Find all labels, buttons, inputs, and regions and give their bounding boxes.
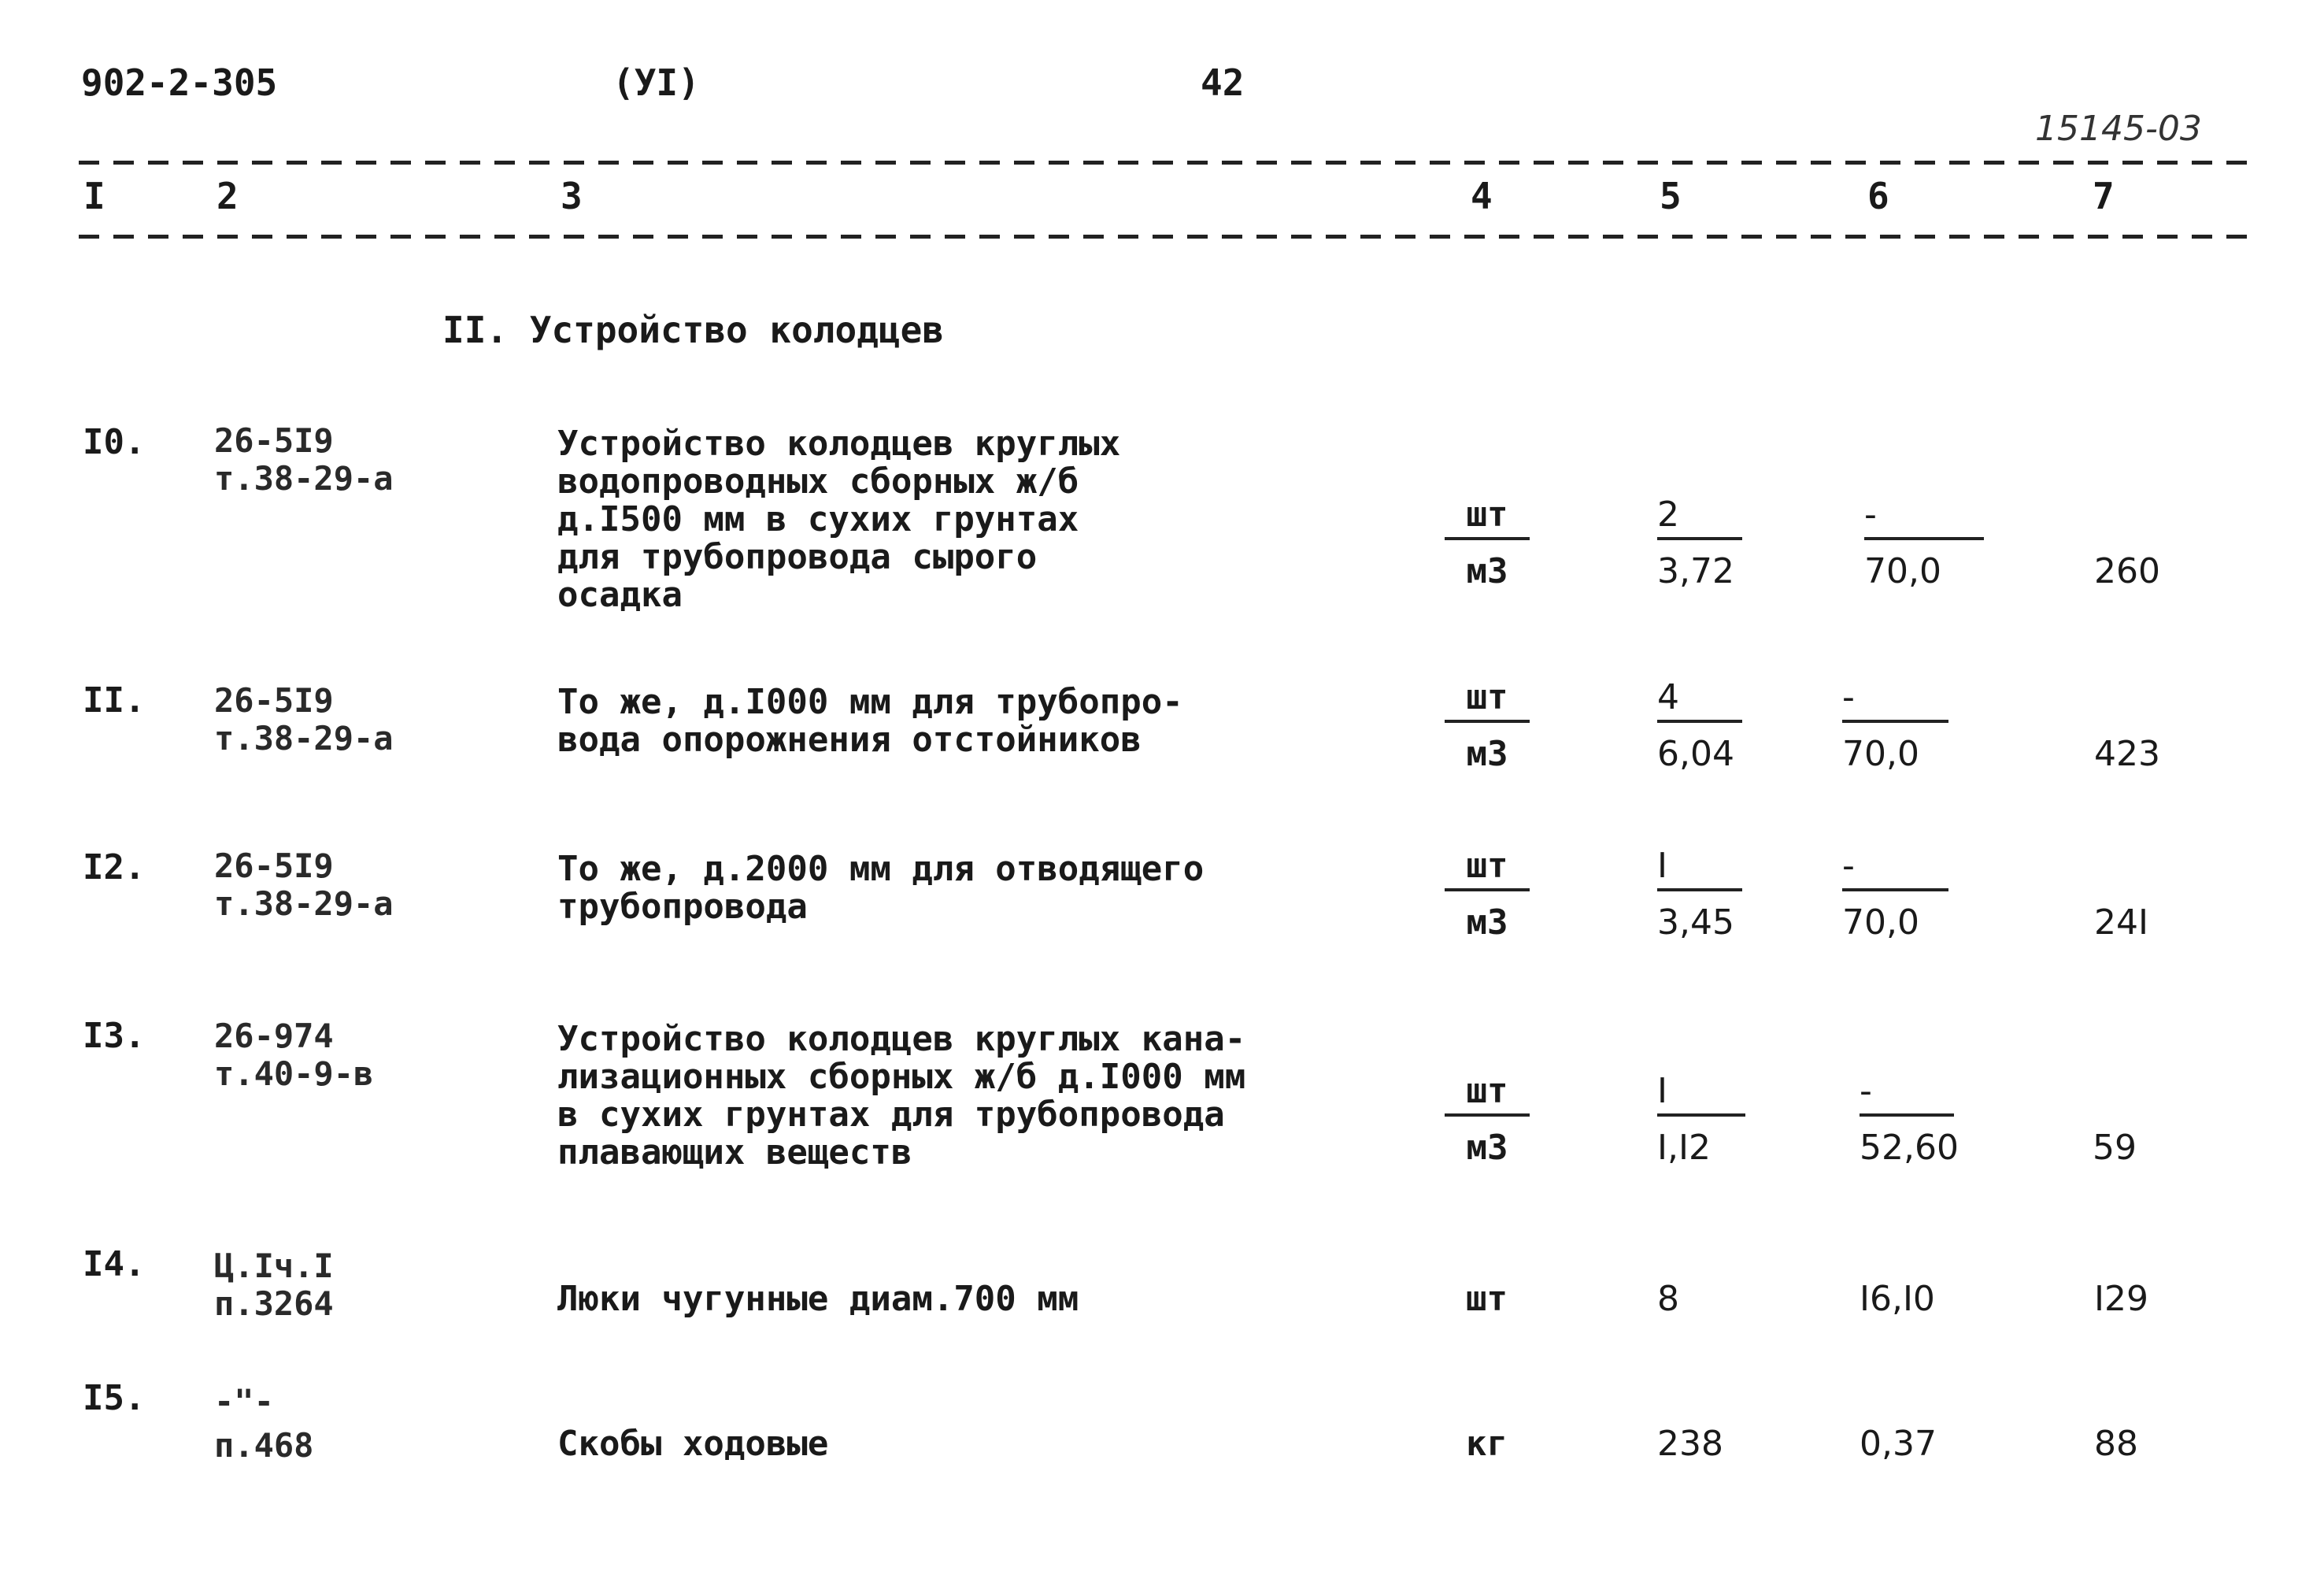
total-cost: 423 — [2094, 734, 2160, 774]
price-bottom: 70,0 — [1864, 551, 1941, 591]
unit-bottom: м3 — [1466, 902, 1508, 943]
quantity-fraction — [1657, 1073, 1745, 1167]
norm-code-line: Ц.Iч.I — [214, 1247, 334, 1285]
price-fraction — [1864, 496, 1984, 591]
norm-code-line: т.38-29-а — [214, 884, 394, 923]
unit-price: 0,37 — [1860, 1424, 1937, 1464]
unit-top: шт — [1445, 847, 1530, 891]
column-header-5: 5 — [1660, 175, 1682, 217]
description-line: лизационных сборных ж/б д.I000 мм — [557, 1057, 1246, 1097]
norm-code-line: т.38-29-а — [214, 459, 394, 498]
price-top: - — [1864, 496, 1984, 540]
total-cost: 260 — [2094, 551, 2160, 591]
handwritten-code: 15145-03 — [2035, 109, 2202, 149]
unit: шт — [1466, 1279, 1508, 1319]
total-cost: I29 — [2094, 1279, 2148, 1319]
item-description — [557, 684, 1183, 759]
quantity-fraction — [1657, 496, 1742, 591]
header-top-rule — [79, 161, 2259, 165]
norm-code — [214, 1247, 334, 1323]
norm-code-line: п.3264 — [214, 1284, 334, 1323]
price-top: - — [1842, 847, 1948, 891]
description-line: То же, д.2000 мм для отводящего — [557, 849, 1205, 889]
price-fraction — [1842, 847, 1948, 942]
row-number: II. — [83, 680, 146, 721]
quantity-bottom: 6,04 — [1657, 734, 1734, 774]
header-bottom-rule — [79, 235, 2259, 239]
row-number: I3. — [83, 1016, 146, 1056]
total-cost: 88 — [2094, 1424, 2138, 1464]
quantity-top: I — [1657, 847, 1742, 891]
column-header-1: I — [83, 175, 105, 217]
unit-top: шт — [1445, 679, 1530, 723]
row-number: I4. — [83, 1244, 146, 1284]
unit-top: шт — [1445, 1073, 1530, 1117]
item-description — [557, 1021, 1245, 1172]
unit-fraction — [1445, 679, 1530, 773]
quantity-bottom: I,I2 — [1657, 1128, 1711, 1168]
document-part: (УI) — [612, 61, 700, 104]
total-cost: 24I — [2094, 902, 2148, 943]
row-number: I2. — [83, 847, 146, 887]
page-number: 42 — [1201, 61, 1245, 104]
description-line: То же, д.I000 мм для трубопро- — [557, 682, 1183, 722]
norm-code-line: 26-974 — [214, 1017, 334, 1055]
unit-bottom: м3 — [1466, 734, 1508, 774]
quantity: 8 — [1657, 1279, 1679, 1319]
quantity-top: 4 — [1657, 679, 1742, 723]
description-line: осадка — [557, 575, 683, 615]
norm-code-line: 26-5I9 — [214, 847, 334, 885]
quantity-fraction — [1657, 847, 1742, 942]
quantity: 238 — [1657, 1424, 1723, 1464]
description-line: Устройство колодцев круглых кана- — [557, 1019, 1246, 1059]
description-line: плавающих веществ — [557, 1132, 912, 1173]
section-title: II. Устройство колодцев — [442, 309, 944, 351]
column-header-4: 4 — [1471, 175, 1493, 217]
total-cost: 59 — [2093, 1128, 2137, 1168]
norm-code — [214, 1380, 313, 1468]
price-bottom: 52,60 — [1860, 1128, 1959, 1168]
description-line: Скобы ходовые — [557, 1424, 829, 1464]
unit: кг — [1466, 1424, 1508, 1464]
norm-code-line: т.38-29-а — [214, 719, 394, 758]
item-description — [557, 850, 1204, 926]
quantity-bottom: 3,72 — [1657, 551, 1734, 591]
description-line: Люки чугунные диам.700 мм — [557, 1279, 1079, 1319]
unit-top: шт — [1445, 496, 1530, 540]
norm-code — [214, 682, 394, 758]
description-line: в сухих грунтах для трубопровода — [557, 1095, 1225, 1135]
description-line: для трубопровода сырого — [557, 537, 1038, 577]
column-header-6: 6 — [1867, 175, 1889, 217]
norm-code — [214, 1017, 373, 1093]
column-header-2: 2 — [216, 175, 239, 217]
norm-code — [214, 422, 394, 498]
norm-code — [214, 847, 394, 923]
unit-fraction — [1445, 496, 1530, 591]
description-line: водопроводных сборных ж/б — [557, 461, 1079, 502]
row-number: I5. — [83, 1378, 146, 1418]
quantity-bottom: 3,45 — [1657, 902, 1734, 943]
description-line: д.I500 мм в сухих грунтах — [557, 499, 1079, 539]
price-bottom: 70,0 — [1842, 902, 1919, 943]
unit-price: I6,I0 — [1860, 1279, 1935, 1319]
norm-code-line: п.468 — [214, 1426, 314, 1465]
document-code: 902-2-305 — [81, 61, 278, 104]
price-top: - — [1860, 1073, 1954, 1117]
norm-code-line: 26-5I9 — [214, 421, 334, 460]
norm-code-line: 26-5I9 — [214, 681, 334, 720]
item-description — [557, 425, 1120, 614]
unit-bottom: м3 — [1466, 551, 1508, 591]
description-line: Устройство колодцев круглых — [557, 424, 1121, 464]
quantity-top: 2 — [1657, 496, 1742, 540]
price-fraction — [1842, 679, 1948, 773]
norm-code-line: -"- — [214, 1382, 274, 1421]
column-header-7: 7 — [2093, 175, 2115, 217]
item-description — [557, 1280, 1079, 1318]
description-line: вода опорожнения отстойников — [557, 720, 1142, 760]
row-number: I0. — [83, 422, 146, 462]
price-fraction — [1860, 1071, 1959, 1168]
norm-code-line: т.40-9-в — [214, 1054, 374, 1093]
unit-fraction — [1445, 847, 1530, 942]
unit-fraction — [1445, 1073, 1530, 1167]
column-header-3: 3 — [561, 175, 583, 217]
quantity-fraction — [1657, 679, 1742, 773]
description-line: трубопровода — [557, 887, 808, 927]
item-description — [557, 1425, 828, 1463]
price-top: - — [1842, 679, 1948, 723]
price-bottom: 70,0 — [1842, 734, 1919, 774]
quantity-top: I — [1657, 1073, 1745, 1117]
unit-bottom: м3 — [1466, 1128, 1508, 1168]
